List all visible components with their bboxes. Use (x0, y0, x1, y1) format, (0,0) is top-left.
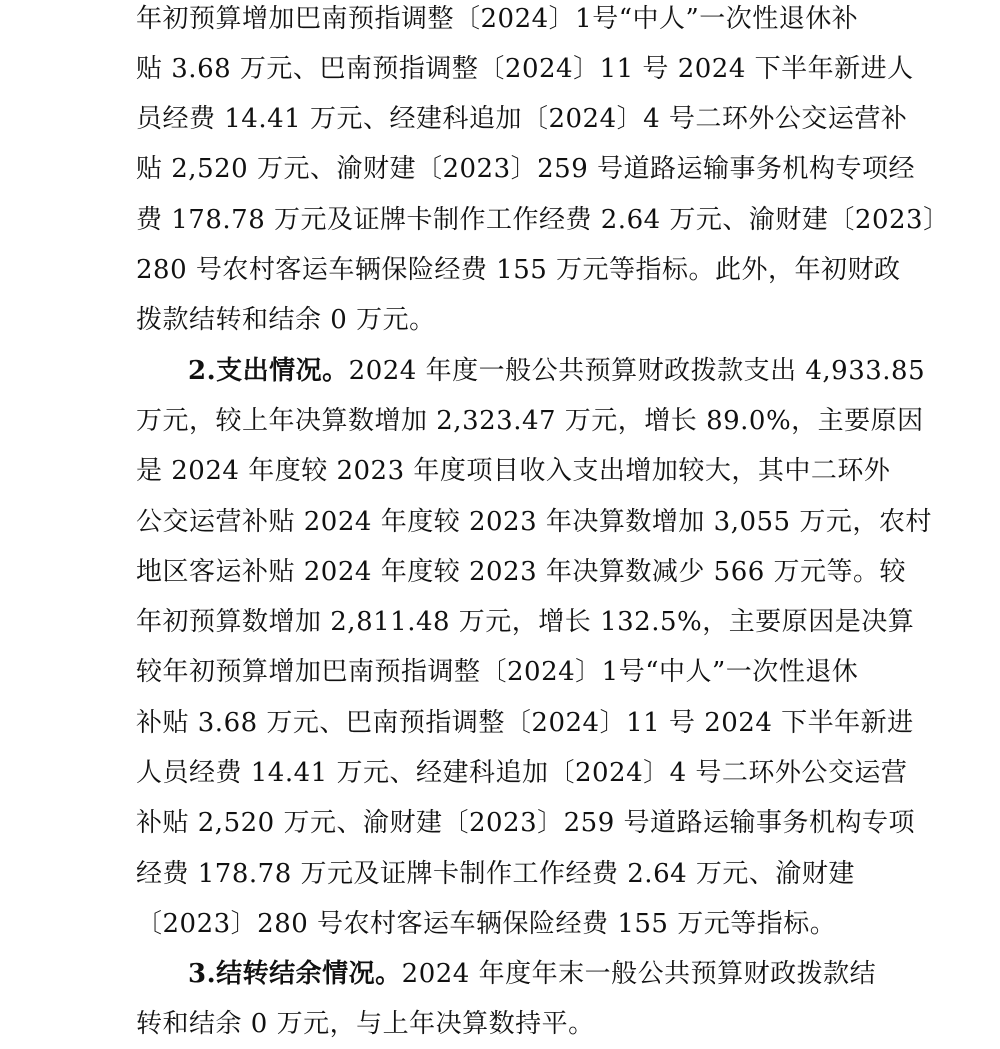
paragraph-first-line (188, 949, 876, 999)
text-line: 较年初预算增加巴南预指调整〔2024〕1号“中人”一次性退休 (136, 657, 859, 687)
text-line: 经费 178.78 万元及证牌卡制作工作经费 2.64 万元、渝财建 (136, 859, 855, 889)
text-line: 年初预算增加巴南预指调整〔2024〕1号“中人”一次性退休补 (136, 4, 859, 34)
text-run: 2024 年度年末一般公共预算财政拨款结 (401, 959, 877, 989)
text-line: 费 178.78 万元及证牌卡制作工作经费 2.64 万元、渝财建〔2023〕 (136, 205, 950, 235)
text-line: 〔2023〕280 号农村客运车辆保险经费 155 万元等指标。 (136, 909, 837, 939)
text-line: 公交运营补贴 2024 年度较 2023 年决算数增加 3,055 万元，农村 (136, 507, 932, 537)
text-line: 补贴 2,520 万元、渝财建〔2023〕259 号道路运输事务机构专项 (136, 808, 916, 838)
section-heading: 2.支出情况。 (188, 356, 349, 386)
text-run: 2024 年度一般公共预算财政拨款支出 4,933.85 (348, 356, 926, 386)
text-line: 年初预算数增加 2,811.48 万元，增长 132.5%，主要原因是决算 (136, 607, 915, 637)
text-line: 贴 3.68 万元、巴南预指调整〔2024〕11 号 2024 下半年新进人 (136, 54, 914, 84)
section-heading: 3.结转结余情况。 (188, 959, 402, 989)
text-line: 是 2024 年度较 2023 年度项目收入支出增加较大，其中二环外 (136, 456, 891, 486)
text-line: 补贴 3.68 万元、巴南预指调整〔2024〕11 号 2024 下半年新进 (136, 708, 914, 738)
text-line: 贴 2,520 万元、渝财建〔2023〕259 号道路运输事务机构专项经 (136, 154, 916, 184)
text-line: 地区客运补贴 2024 年度较 2023 年决算数减少 566 万元等。较 (136, 557, 907, 587)
text-line: 转和结余 0 万元，与上年决算数持平。 (136, 1009, 595, 1039)
paragraph-first-line (188, 346, 925, 396)
text-line: 人员经费 14.41 万元、经建科追加〔2024〕4 号二环外公交运营 (136, 758, 908, 788)
text-line: 员经费 14.41 万元、经建科追加〔2024〕4 号二环外公交运营补 (136, 104, 908, 134)
text-line: 280 号农村客运车辆保险经费 155 万元等指标。此外，年初财政 (136, 255, 901, 285)
text-line: 万元，较上年决算数增加 2,323.47 万元，增长 89.0%，主要原因 (136, 406, 924, 436)
text-line: 拨款结转和结余 0 万元。 (136, 305, 436, 335)
